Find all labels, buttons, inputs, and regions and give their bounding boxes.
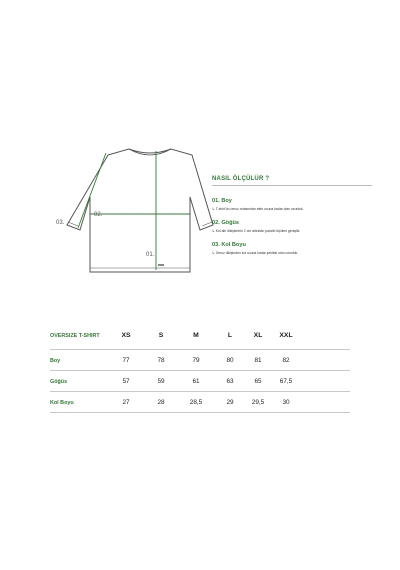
table-cell: 27 [122, 399, 130, 406]
size-header-xs: XS [121, 332, 131, 339]
table-cell: 57 [122, 378, 130, 385]
table-cell: 78 [157, 357, 165, 364]
row-label: Kol Boyu [50, 400, 74, 406]
table-row-boy [50, 350, 350, 371]
guide-title: NASIL ÖLÇÜLÜR ? [212, 176, 372, 186]
table-cell: 29,5 [251, 399, 265, 406]
row-label: Boy [50, 358, 61, 364]
size-header-xxl: XXL [279, 332, 293, 339]
table-cell: 82 [282, 357, 290, 364]
guide-step-boy [212, 198, 372, 211]
tshirt-diagram [50, 140, 230, 290]
table-row-kol-boyu [50, 392, 350, 413]
table-cell: 61 [192, 378, 200, 385]
table-cell: 77 [122, 357, 130, 364]
table-cell: 30 [282, 399, 290, 406]
table-cell: 63 [226, 378, 234, 385]
table-row-gogus [50, 371, 350, 392]
guide-step-desc: ↳ T-shirt'ün omuz ortasından etek ucuna kadar olan uzunluk. [212, 207, 304, 211]
size-table [50, 327, 350, 413]
guide-step-title: 03. Kol Boyu [212, 242, 246, 249]
left-sleeve-hem [68, 222, 78, 226]
tshirt-collar [129, 149, 171, 155]
table-title: OVERSIZE T-SHIRT [50, 333, 100, 339]
guide-step-title: 02. Göğüs [212, 220, 240, 227]
table-cell: 28 [157, 399, 165, 406]
table-cell: 28,5 [189, 399, 203, 406]
table-cell: 29 [226, 399, 234, 406]
guide-step-gogus [212, 220, 372, 233]
size-header-xl: XL [253, 332, 263, 339]
size-header-s: S [158, 332, 164, 339]
tshirt-outline [67, 149, 213, 272]
table-cell: 67,5 [279, 378, 293, 385]
shirt-label [158, 264, 164, 266]
guide-step-kol-boyu [212, 242, 372, 255]
table-cell: 80 [226, 357, 234, 364]
table-cell: 59 [157, 378, 165, 385]
measurement-guide [212, 176, 372, 264]
table-cell: 65 [254, 378, 262, 385]
size-table-header [50, 327, 350, 350]
sleeve-label: 03. [56, 220, 65, 226]
length-label: 01. [146, 252, 155, 258]
size-header-m: M [193, 332, 199, 339]
guide-step-title: 01. Boy [212, 198, 232, 204]
table-cell: 81 [254, 357, 262, 364]
size-header-l: L [227, 332, 233, 339]
guide-step-desc: ↳ Kol altı dikişlerinin 2 cm altından paralel ölçülen genişlik. [212, 229, 301, 234]
guide-step-desc: ↳ Omuz dikişinden kol ucuna kadar şekilde olan uzunluk. [212, 251, 299, 256]
chest-label: 02. [94, 212, 103, 218]
right-sleeve-hem [202, 222, 212, 226]
row-label: Göğüs [50, 379, 68, 385]
table-cell: 79 [192, 357, 200, 364]
